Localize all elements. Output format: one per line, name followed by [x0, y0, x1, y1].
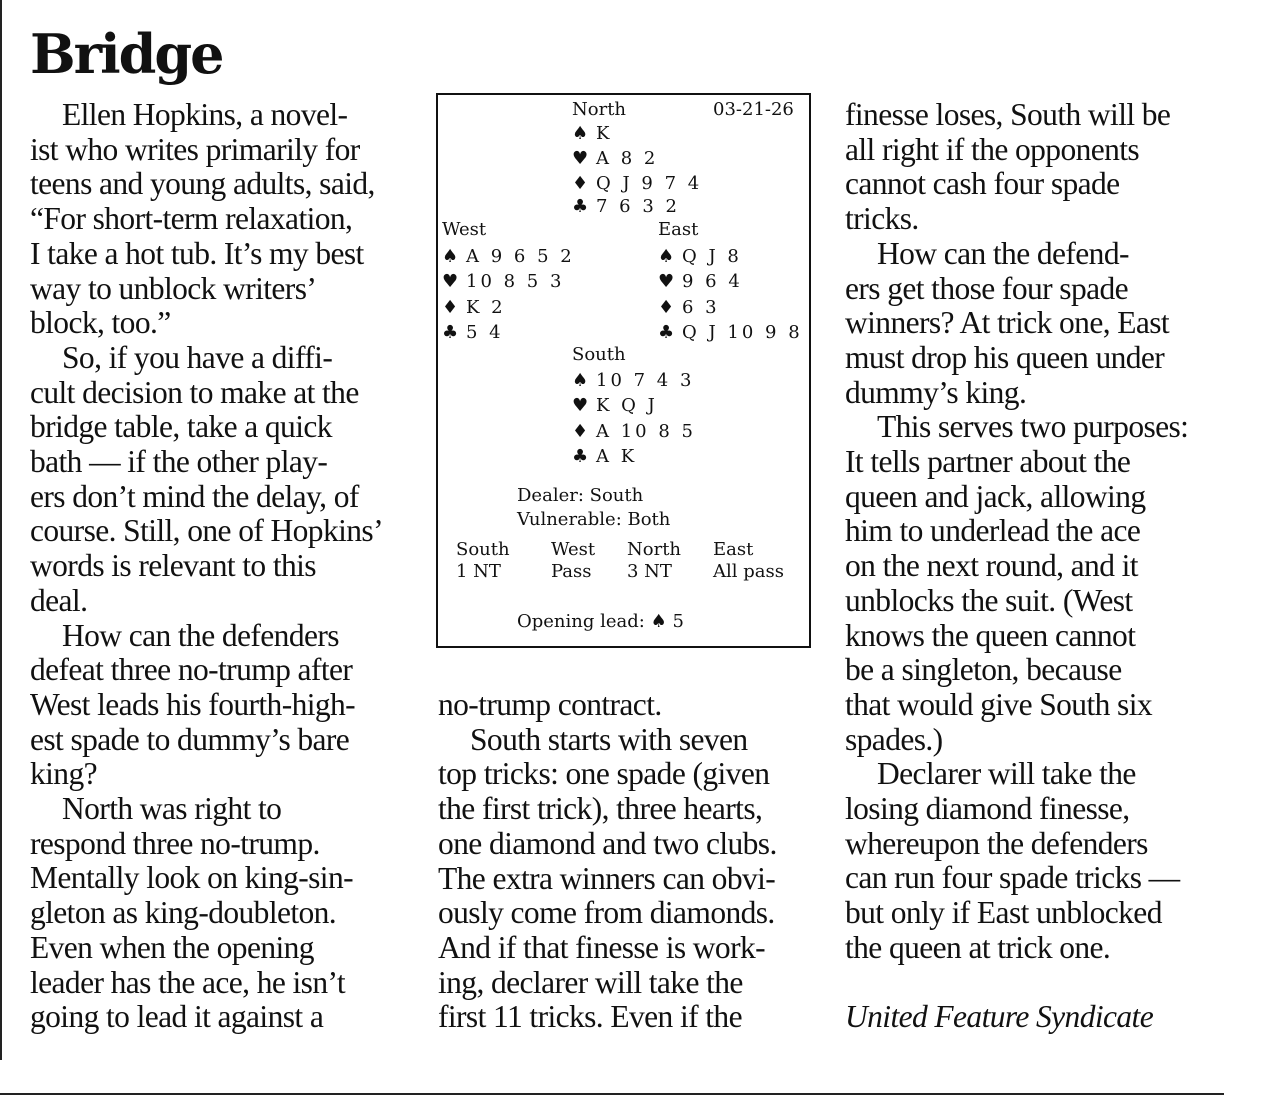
text-line: queen and jack, allowing: [845, 478, 1146, 514]
opening-lead-card: 5: [672, 611, 684, 632]
south-clubs: [572, 446, 637, 468]
article-column-1: [30, 98, 383, 1035]
south-label: South: [572, 344, 626, 365]
text-line: defeat three no-trump after: [30, 652, 353, 688]
text-line: ers get those four spade: [845, 270, 1129, 306]
text-line: respond three no-trump.: [30, 825, 320, 861]
text-line: the queen at trick one.: [845, 929, 1111, 965]
deal-date: 03-21-26: [713, 99, 794, 120]
text-line: whereupon the defenders: [845, 825, 1148, 861]
card-list: A 8 2: [596, 148, 659, 169]
text-line: top tricks: one spade (given: [438, 756, 770, 792]
spade-icon: ♠: [572, 123, 589, 144]
text-line: The extra winners can obvi-: [438, 860, 776, 896]
text-line: spades.): [845, 721, 943, 757]
text-line: the first trick), three hearts,: [438, 791, 763, 827]
text-line: him to underlead the ace: [845, 513, 1141, 549]
text-line: dummy’s king.: [845, 374, 1027, 410]
text-line: ers don’t mind the delay, of: [30, 478, 359, 514]
bidding-header-north: North: [627, 539, 682, 560]
text-line: gleton as king-doubleton.: [30, 895, 337, 931]
south-diamonds: [572, 421, 696, 443]
text-line: I take a hot tub. It’s my best: [30, 235, 364, 271]
card-list: K: [596, 123, 613, 144]
club-icon: ♣: [658, 322, 675, 343]
club-icon: ♣: [442, 322, 459, 343]
spade-icon: ♠: [442, 246, 459, 267]
card-list: Q J 8: [682, 246, 742, 267]
dealer-info: Dealer: South: [517, 485, 644, 506]
text-line: knows the queen cannot: [845, 617, 1136, 653]
bid-west: Pass: [551, 561, 592, 582]
card-list: 9 6 4: [682, 271, 743, 292]
spade-icon: ♠: [658, 246, 675, 267]
text-line: cult decision to make at the: [30, 374, 359, 410]
diamond-icon: ♦: [442, 297, 459, 318]
card-list: 7 6 3 2: [596, 196, 680, 217]
opening-lead-label: Opening lead:: [517, 611, 645, 632]
text-line: block, too.”: [30, 305, 171, 341]
article-column-3: [845, 98, 1188, 1035]
card-list: 5 4: [466, 322, 504, 343]
text-line: Mentally look on king-sin-: [30, 860, 353, 896]
diamond-icon: ♦: [572, 421, 589, 442]
text-line: “For short-term relaxation,: [30, 201, 353, 237]
text-line: one diamond and two clubs.: [438, 825, 777, 861]
bidding-header-south: South: [456, 539, 510, 560]
north-hearts: [572, 148, 658, 170]
text-line: winners? At trick one, East: [845, 305, 1170, 341]
syndicate-credit: United Feature Syndicate: [845, 999, 1154, 1035]
text-line: deal.: [30, 582, 88, 618]
text-line: going to lead it against a: [30, 999, 324, 1035]
text-line: can run four spade tricks —: [845, 860, 1180, 896]
text-line: unblocks the suit. (West: [845, 582, 1133, 618]
north-spades: [572, 123, 612, 145]
text-line: How can the defenders: [62, 617, 339, 653]
east-diamonds: [658, 297, 720, 319]
card-list: 6 3: [682, 297, 720, 318]
text-line: West leads his fourth-high-: [30, 686, 356, 722]
west-diamonds: [442, 297, 506, 319]
bid-north: 3 NT: [627, 561, 672, 582]
bidding-header-west: West: [551, 539, 596, 560]
card-list: Q J 9 7 4: [596, 173, 703, 194]
text-line: teens and young adults, said,: [30, 166, 375, 202]
text-line: South starts with seven: [470, 721, 748, 757]
text-line: no-trump contract.: [438, 687, 662, 722]
text-line: And if that finesse is work-: [438, 929, 766, 965]
text-line: North was right to: [62, 791, 282, 827]
text-line: est spade to dummy’s bare: [30, 721, 350, 757]
card-list: 10 7 4 3: [596, 370, 695, 391]
west-spades: [442, 246, 575, 268]
west-clubs: [442, 322, 504, 344]
text-line: words is relevant to this: [30, 548, 316, 584]
spade-icon: ♠: [572, 370, 589, 391]
text-line: bridge table, take a quick: [30, 409, 332, 445]
east-label: East: [658, 219, 699, 240]
bottom-rule: [0, 1093, 1224, 1095]
diamond-icon: ♦: [658, 297, 675, 318]
text-line: Declarer will take the: [877, 756, 1136, 792]
text-line: cannot cash four spade: [845, 166, 1120, 202]
text-line: way to unblock writers’: [30, 270, 317, 306]
bid-east: All pass: [713, 561, 784, 582]
text-line: leader has the ace, he isn’t: [30, 964, 345, 1000]
text-line: Even when the opening: [30, 929, 314, 965]
card-list: A 10 8 5: [596, 421, 696, 442]
text-line: all right if the opponents: [845, 131, 1140, 167]
text-line: ist who writes primarily for: [30, 131, 360, 167]
text-line: must drop his queen under: [845, 339, 1165, 375]
text-line: course. Still, one of Hopkins’: [30, 513, 383, 549]
card-list: K 2: [466, 297, 506, 318]
bidding-header-east: East: [713, 539, 754, 560]
text-line: So, if you have a diffi-: [62, 339, 333, 375]
text-line: that would give South six: [845, 686, 1152, 722]
north-diamonds: [572, 173, 702, 195]
text-line: ing, declarer will take the: [438, 964, 743, 1000]
text-line: first 11 tricks. Even if the: [438, 999, 742, 1035]
east-clubs: [658, 322, 803, 344]
card-list: A K: [596, 446, 638, 467]
left-column-rule: [0, 0, 2, 1060]
card-list: A 9 6 5 2: [466, 246, 575, 267]
text-line: finesse loses, South will be: [845, 97, 1171, 132]
text-line: It tells partner about the: [845, 444, 1131, 480]
south-spades: [572, 370, 694, 392]
text-line: Ellen Hopkins, a novel-: [62, 97, 348, 132]
east-spades: [658, 246, 742, 268]
diamond-icon: ♦: [572, 173, 589, 194]
card-list: 10 8 5 3: [466, 271, 565, 292]
text-line: losing diamond finesse,: [845, 791, 1130, 827]
north-label: North: [572, 99, 627, 120]
heart-icon: ♥: [572, 395, 589, 416]
heart-icon: ♥: [442, 271, 459, 292]
text-line: ously come from diamonds.: [438, 895, 775, 931]
club-icon: ♣: [572, 196, 589, 217]
card-list: K Q J: [596, 395, 658, 416]
text-line: on the next round, and it: [845, 548, 1138, 584]
heart-icon: ♥: [572, 148, 589, 169]
text-line: bath — if the other play-: [30, 444, 328, 480]
west-hearts: [442, 271, 564, 293]
text-line: but only if East unblocked: [845, 895, 1162, 931]
text-line: This serves two purposes:: [877, 409, 1189, 445]
club-icon: ♣: [572, 446, 589, 467]
east-hearts: [658, 271, 743, 293]
north-clubs: [572, 196, 680, 218]
page-title: Bridge: [30, 22, 223, 86]
bridge-deal-diagram: [436, 93, 811, 648]
vulnerable-info: Vulnerable: Both: [517, 509, 671, 530]
heart-icon: ♥: [658, 271, 675, 292]
south-hearts: [572, 395, 658, 417]
card-list: Q J 10 9 8: [682, 322, 803, 343]
spacer-line: [845, 966, 1188, 1001]
west-label: West: [442, 219, 487, 240]
spade-icon: ♠: [650, 611, 667, 632]
bid-south: 1 NT: [456, 561, 501, 582]
article-column-2: [438, 688, 777, 1035]
text-line: be a singleton, because: [845, 652, 1122, 688]
text-line: How can the defend-: [877, 235, 1129, 271]
opening-lead: [517, 611, 684, 633]
text-line: king?: [30, 756, 97, 792]
text-line: tricks.: [845, 201, 919, 237]
